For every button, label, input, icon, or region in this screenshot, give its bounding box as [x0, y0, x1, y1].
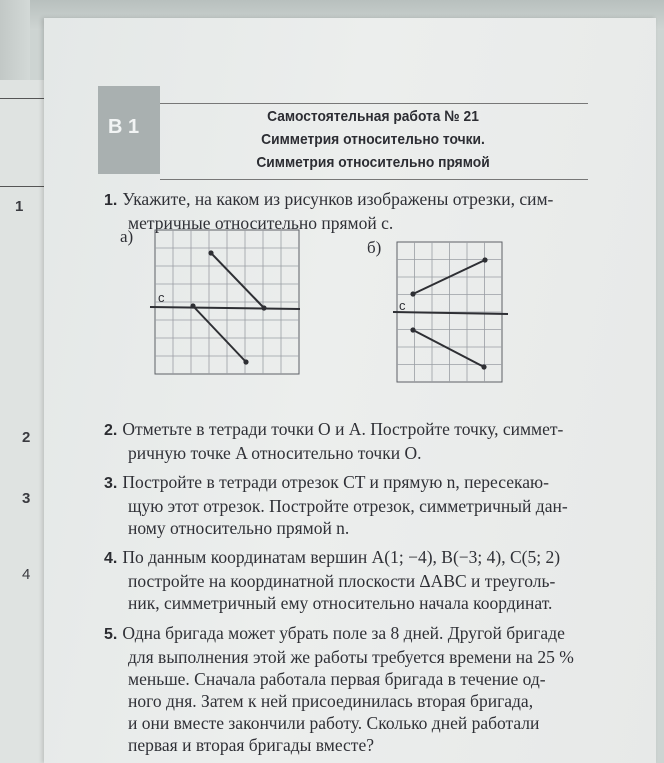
prev-page-number: 3: [22, 490, 31, 507]
figure-b-point: [482, 257, 487, 262]
task-3: [104, 471, 590, 539]
figure-a-point: [190, 303, 195, 308]
task-number: 2.: [104, 422, 118, 439]
variant-badge-text: В 1: [108, 116, 140, 138]
topic-title-2: Симметрия относительно прямой: [256, 154, 490, 171]
task-line: щую этот отрезок. Постройте отрезок, симметричный дан-: [128, 496, 568, 516]
figure-a-segment-1: [211, 253, 264, 308]
prev-page-number: 4: [22, 566, 31, 583]
task-5: [104, 622, 590, 756]
task-line: и они вместе закончили работу. Сколько дней работали: [128, 713, 540, 733]
task-line: ник, симметричный ему относительно начала координат.: [128, 593, 553, 613]
figure-b-line-label: c: [399, 298, 406, 313]
task-number: 3.: [104, 475, 118, 492]
figure-a-line-label: c: [158, 290, 165, 305]
task-line: ричную точке A относительно точки O.: [128, 443, 422, 463]
topic-title-1: Симметрия относительно точки.: [261, 131, 485, 148]
task-number: 1.: [104, 192, 118, 209]
figure-b-segment-2: [413, 330, 484, 367]
figure-b-label: б): [367, 238, 382, 257]
prev-page-number: 2: [22, 429, 31, 446]
prev-page-number: 1: [15, 198, 24, 215]
figure-b-point: [410, 291, 415, 296]
figure-a-point: [261, 305, 266, 310]
figure-a-segment-2: [193, 306, 246, 362]
task-line: метричные относительно прямой c.: [128, 213, 394, 233]
figure-a-line-c: [150, 307, 300, 309]
figure-b-point: [410, 327, 415, 332]
task-line: Одна бригада может убрать поле за 8 дней. Другой бригаде: [122, 623, 565, 643]
figure-a-point: [243, 359, 248, 364]
task-line: Отметьте в тетради точки O и A. Постройте точку, симмет-: [122, 419, 564, 439]
task-number: 5.: [104, 626, 118, 643]
task-number: 4.: [104, 550, 118, 567]
figure-a-point: [208, 250, 213, 255]
figure-a-grid: [155, 230, 299, 374]
work-title: Самостоятельная работа № 21: [267, 108, 479, 125]
task-4: [104, 546, 590, 614]
task-2: [104, 418, 590, 464]
figure-b-point: [481, 364, 486, 369]
task-line: Укажите, на каком из рисунков изображены отрезки, сим-: [122, 189, 554, 209]
task-line: постройте на координатной плоскости ΔABC и треуголь-: [128, 571, 556, 591]
figure-a-label: а): [120, 227, 134, 246]
task-line: Постройте в тетради отрезок CT и прямую n, пересекаю-: [122, 472, 549, 492]
task-line: По данным координатам вершин A(1; −4), B(−3; 4), C(5; 2): [122, 547, 561, 567]
task-line: для выполнения этой же работы требуется времени на 25 %: [128, 647, 574, 667]
task-line: ного дня. Затем к ней присоединилась вторая бригада,: [128, 691, 534, 711]
task-line: первая и вторая бригады вместе?: [128, 735, 374, 755]
task-line: ному относительно прямой n.: [128, 518, 350, 538]
task-line: меньше. Сначала работала первая бригада в течение од-: [128, 669, 546, 689]
